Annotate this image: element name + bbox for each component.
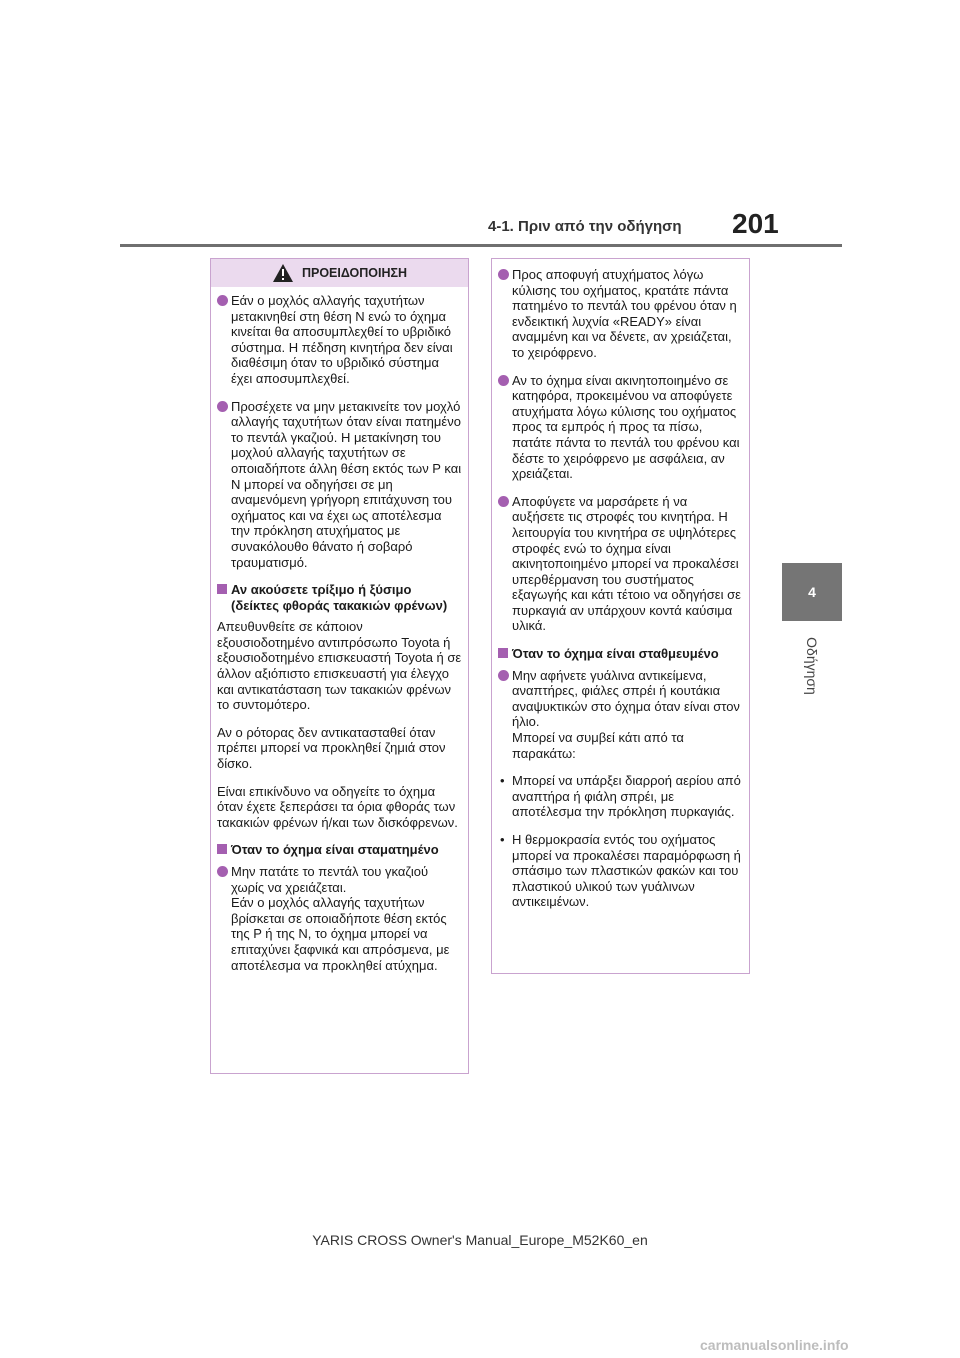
dash-item: • Μπορεί να υπάρξει διαρροή αερίου από αναπτήρα ή φιάλη σπρέι, με αποτέλεσμα την πρόκληση πυρκαγιάς. bbox=[500, 773, 741, 820]
header-rule bbox=[120, 244, 842, 247]
page-number: 201 bbox=[732, 208, 779, 239]
bullet-dot-icon bbox=[217, 295, 228, 306]
bullet-dot-icon bbox=[217, 401, 228, 412]
bullet-square-icon bbox=[217, 844, 227, 854]
paragraph: Απευθυνθείτε σε κάποιον εξουσιοδοτημένο αντιπρόσωπο Toyota ή εξουσιοδοτημένο επισκευαστή Toyota ή σε άλλον αξιόπιστο επισκευαστή για έλεγχο και αντικατάσταση των τακακιών φρένων το συντομότερο. bbox=[217, 619, 462, 713]
paragraph: Αν ο ρότορας δεν αντικατασταθεί όταν πρέπει μπορεί να προκληθεί ζημιά στον δίσκο. bbox=[217, 724, 446, 772]
bullet-dot-icon bbox=[498, 496, 509, 507]
bullet-square-icon bbox=[217, 584, 227, 594]
dash-marker: • bbox=[500, 832, 505, 847]
list-item: Προς αποφυγή ατυχήματος λόγω κύλισης του οχήματος, κρατάτε πάντα πατημένο το πεντάλ του φρένου όταν η ενδεικτική λυχνία «READY» είναι αναμμένη και να δένετε, αν χρειάζεται, το χειρόφρενο. bbox=[498, 267, 743, 361]
chapter-tab[interactable] bbox=[782, 563, 842, 621]
bullet-dot-icon bbox=[498, 269, 509, 280]
list-item: Μην αφήνετε γυάλινα αντικείμενα, αναπτήρες, φιάλες σπρέι ή κουτάκια αναψυκτικών στο όχημα όταν είναι στον ήλιο. Μπορεί να συμβεί κάτι από τα παρακάτω: bbox=[498, 668, 743, 762]
list-item: Μην πατάτε το πεντάλ του γκαζιού χωρίς να χρειάζεται. Εάν ο μοχλός αλλαγής ταχυτήτων βρίσκεται σε οποιαδήποτε θέση εκτός της P ή της N, το όχημα μπορεί να επιταχύνει ξαφνικά και απρόσμενα, με αποτέλεσμα να προκληθεί ατύχημα. bbox=[217, 864, 462, 973]
warning-title: ΠΡΟΕΙΔΟΠΟΙΗΣΗ bbox=[301, 266, 408, 280]
watermark: carmanualsonline.info bbox=[700, 1337, 849, 1353]
warning-header bbox=[211, 259, 468, 287]
subheading: Όταν το όχημα είναι σταματημένο bbox=[217, 842, 462, 858]
dash-item: • Η θερμοκρασία εντός του οχήματος μπορεί να προκαλέσει παραμόρφωση ή σπάσιμο των πλαστικών φακών και του πλαστικού υλικού των γυάλινων αντικειμένων. bbox=[500, 832, 741, 910]
subheading: Αν ακούσετε τρίξιμο ή ξύσιμο (δείκτες φθοράς τακακιών φρένων) bbox=[217, 582, 462, 613]
warning-triangle-icon bbox=[272, 263, 294, 283]
chapter-number: 4 bbox=[808, 584, 816, 600]
chapter-label: Οδήγηση bbox=[804, 637, 820, 695]
bullet-dot-icon bbox=[498, 670, 509, 681]
list-item: Προσέχετε να μην μετακινείτε τον μοχλό αλλαγής ταχυτήτων όταν είναι πατημένο το πεντάλ γκαζιού. Η μετακίνηση του μοχλού αλλαγής ταχυτήτων σε οποιαδήποτε άλλη θέση εκτός των P και N μπορεί να οδηγήσει σε μη αναμενόμενη γρήγορη επιτάχυνση του οχήματος και να έχει ως αποτέλεσμα την πρόκληση ατυχήματος με συνακόλουθο θάνατο ή σοβαρό τραυματισμό. bbox=[217, 399, 462, 571]
paragraph: Είναι επικίνδυνο να οδηγείτε το όχημα όταν έχετε ξεπεράσει τα όρια φθοράς των τακακιών φρένων ή/και των δισκόφρενων. bbox=[217, 783, 458, 830]
bullet-dot-icon bbox=[498, 375, 509, 386]
subheading: Όταν το όχημα είναι σταθμευμένο bbox=[498, 646, 743, 662]
bullet-square-icon bbox=[498, 648, 508, 658]
list-item: Εάν ο μοχλός αλλαγής ταχυτήτων μετακινηθεί στη θέση N ενώ το όχημα κινείται θα αποσυμπλεχθεί το υβριδικό σύστημα. Η πέδηση κινητήρα δεν είναι διαθέσιμη όταν το υβριδικό σύστημα έχει αποσυμπλεχθεί. bbox=[217, 293, 462, 387]
right-column-content bbox=[492, 259, 749, 928]
list-item: Αν το όχημα είναι ακινητοποιημένο σε κατηφόρα, προκειμένου να αποφύγετε ατυχήματα λόγω κύλισης του οχήματος προς τα εμπρός ή προς τα πίσω, πατάτε πάντα το πεντάλ του φρένου και δέστε το χειρόφρενο με ασφάλεια, αν χρειάζεται. bbox=[498, 373, 743, 482]
footer-text: YARIS CROSS Owner's Manual_Europe_M52K60_en bbox=[312, 1232, 648, 1248]
list-item: Αποφύγετε να μαρσάρετε ή να αυξήσετε τις στροφές του κινητήρα. Η λειτουργία του κινητήρα σε υψηλότερες στροφές ενώ το όχημα είναι ακινητοποιημένο μπορεί να προκαλέσει υπερθέρμανση του συστήματος εξαγωγής και κάτι τέτοιο να οδηγήσει σε πυρκαγιά αν υπάρχουν κοντά καύσιμα υλικά. bbox=[498, 494, 743, 634]
warning-box-left bbox=[210, 258, 469, 1074]
section-title: 4-1. Πριν από την οδήγηση bbox=[488, 218, 682, 235]
dash-marker: • bbox=[500, 773, 505, 789]
warning-box-right bbox=[491, 258, 750, 974]
bullet-dot-icon bbox=[217, 866, 228, 877]
left-column-content bbox=[211, 287, 468, 991]
